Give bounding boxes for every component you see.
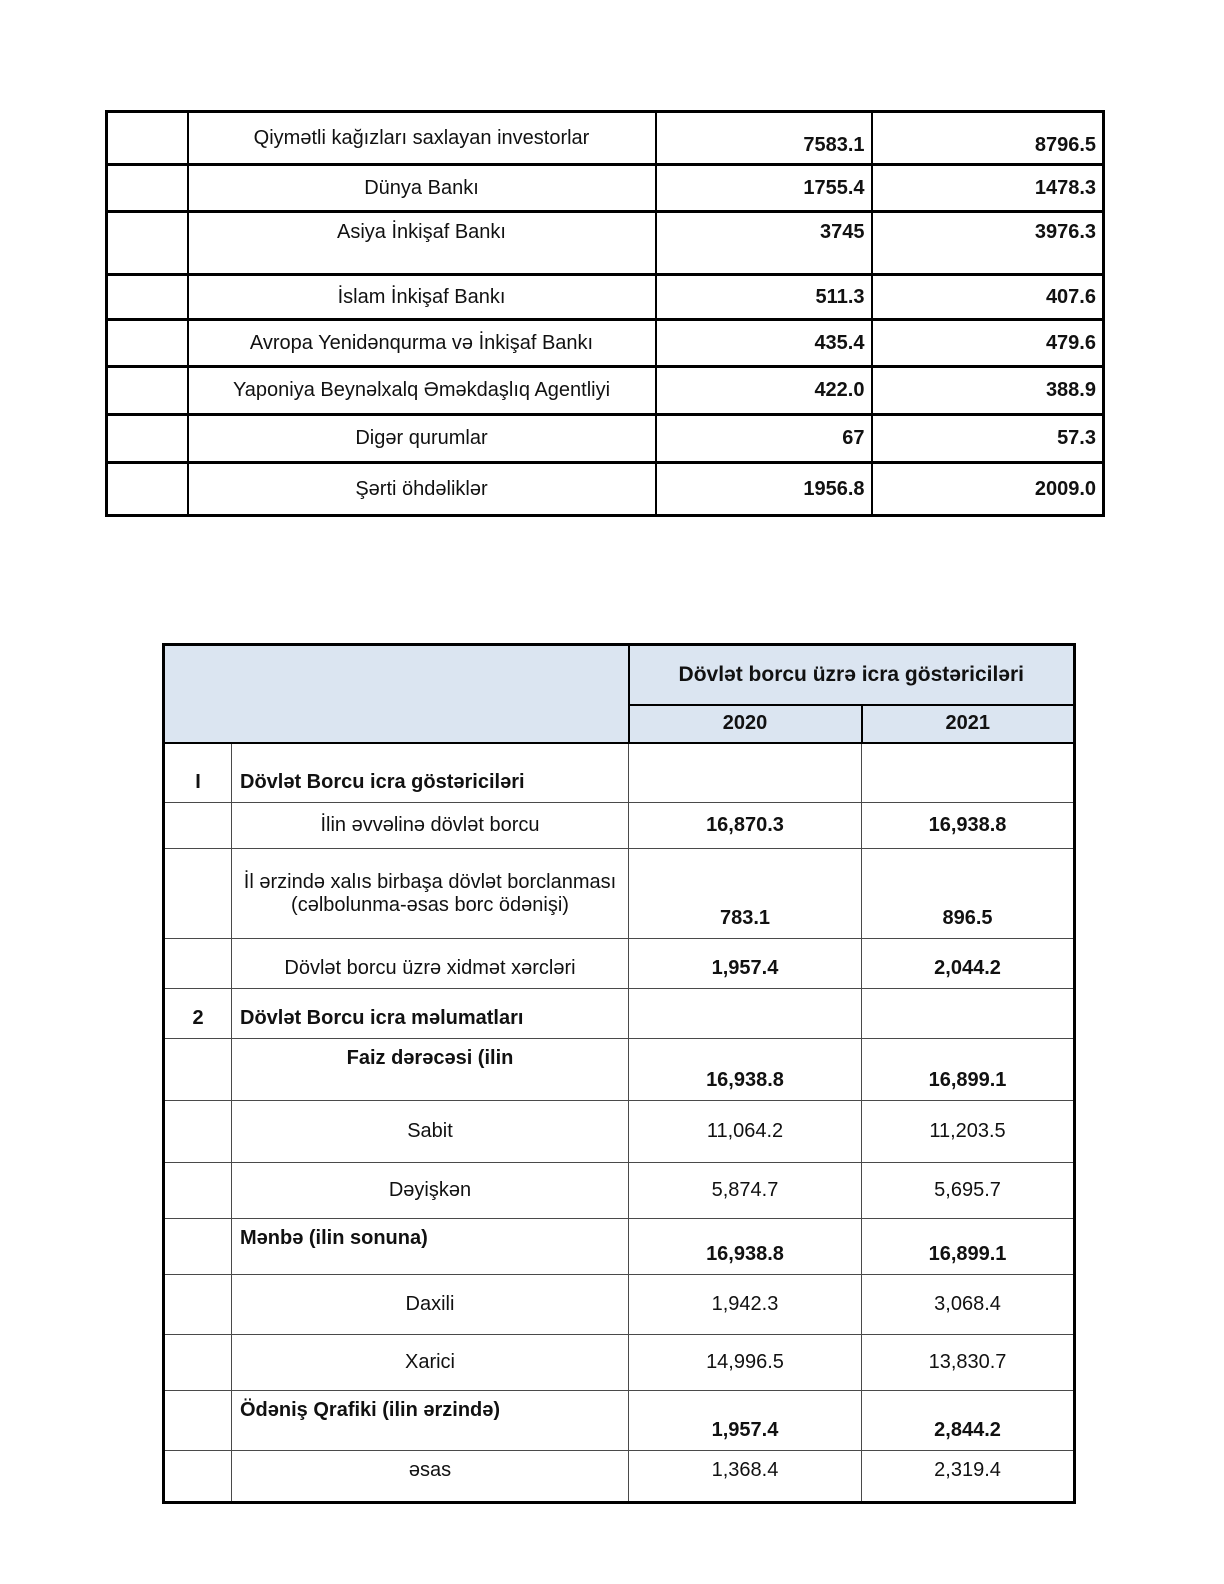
value-2020-cell: 422.0 — [656, 367, 872, 415]
value-2020-cell: 7583.1 — [656, 112, 872, 165]
value-2020-cell: 1,957.4 — [629, 939, 862, 989]
row-label-cell: əsas — [232, 1451, 629, 1503]
table-header-row — [164, 645, 1075, 705]
value-2020-cell — [629, 743, 862, 803]
row-num-cell — [164, 849, 232, 939]
row-num-cell — [107, 367, 188, 415]
column-header-2020: 2020 — [629, 705, 862, 743]
row-num-cell — [164, 939, 232, 989]
row-label-cell: Faiz dərəcəsi (ilin — [232, 1039, 629, 1101]
value-2021-cell: 11,203.5 — [862, 1101, 1075, 1163]
row-num-cell — [107, 415, 188, 463]
row-num-cell — [164, 1451, 232, 1503]
table-row — [107, 165, 1104, 212]
value-2021-cell: 57.3 — [872, 415, 1104, 463]
value-2021-cell — [862, 989, 1075, 1039]
table-row — [164, 1335, 1075, 1391]
value-2021-cell: 2,044.2 — [862, 939, 1075, 989]
value-2020-cell: 1,957.4 — [629, 1391, 862, 1451]
value-2021-cell: 16,899.1 — [862, 1219, 1075, 1275]
table-row — [107, 463, 1104, 516]
row-num-cell — [107, 275, 188, 320]
table-row — [164, 1039, 1075, 1101]
column-header-2021: 2021 — [862, 705, 1075, 743]
row-label-cell: Dəyişkən — [232, 1163, 629, 1219]
value-2020-cell: 3745 — [656, 212, 872, 275]
table-row — [164, 1451, 1075, 1503]
row-num-cell — [107, 463, 188, 516]
creditors-table — [105, 110, 1105, 517]
value-2020-cell: 16,870.3 — [629, 803, 862, 849]
row-num-cell — [164, 1335, 232, 1391]
value-2021-cell: 16,899.1 — [862, 1039, 1075, 1101]
table-row — [164, 989, 1075, 1039]
row-num-cell — [164, 1391, 232, 1451]
row-label-cell: Dövlət Borcu icra məlumatları — [232, 989, 629, 1039]
table-title: Dövlət borcu üzrə icra göstəriciləri — [629, 645, 1075, 705]
row-label-cell: Yaponiya Beynəlxalq Əməkdaşlıq Agentliyi — [188, 367, 656, 415]
row-label-cell: Dünya Bankı — [188, 165, 656, 212]
row-label-cell: İl ərzində xalıs birbaşa dövlət borclanması (cəlbolunma-əsas borc ödənişi) — [232, 849, 629, 939]
table-row — [164, 743, 1075, 803]
value-2021-cell: 3976.3 — [872, 212, 1104, 275]
value-2020-cell: 14,996.5 — [629, 1335, 862, 1391]
table-row — [164, 849, 1075, 939]
row-num-cell: I — [164, 743, 232, 803]
debt-execution-table — [162, 643, 1076, 1504]
value-2021-cell: 896.5 — [862, 849, 1075, 939]
table-row — [164, 1219, 1075, 1275]
value-2021-cell: 2,319.4 — [862, 1451, 1075, 1503]
value-2021-cell — [862, 743, 1075, 803]
value-2021-cell: 16,938.8 — [862, 803, 1075, 849]
row-num-cell — [164, 1163, 232, 1219]
row-num-cell — [107, 320, 188, 367]
table-row — [164, 1101, 1075, 1163]
value-2020-cell: 11,064.2 — [629, 1101, 862, 1163]
row-label-cell: Dövlət borcu üzrə xidmət xərcləri — [232, 939, 629, 989]
value-2021-cell: 1478.3 — [872, 165, 1104, 212]
table-row — [107, 415, 1104, 463]
row-label-cell: Daxili — [232, 1275, 629, 1335]
creditors-table-grid — [105, 110, 1105, 517]
value-2021-cell: 388.9 — [872, 367, 1104, 415]
row-label-cell: İlin əvvəlinə dövlət borcu — [232, 803, 629, 849]
row-label-cell: Dövlət Borcu icra göstəriciləri — [232, 743, 629, 803]
table-row — [164, 803, 1075, 849]
table-row — [107, 367, 1104, 415]
row-label-cell: Asiya İnkişaf Bankı — [188, 212, 656, 275]
table-row — [164, 1275, 1075, 1335]
table-row — [164, 1163, 1075, 1219]
value-2020-cell: 1755.4 — [656, 165, 872, 212]
row-num-cell — [164, 1039, 232, 1101]
row-label-cell: Sabit — [232, 1101, 629, 1163]
value-2020-cell: 1,368.4 — [629, 1451, 862, 1503]
row-label-cell: Ödəniş Qrafiki (ilin ərzində) — [232, 1391, 629, 1451]
value-2020-cell: 435.4 — [656, 320, 872, 367]
value-2021-cell: 479.6 — [872, 320, 1104, 367]
value-2021-cell: 2009.0 — [872, 463, 1104, 516]
row-label-cell: Mənbə (ilin sonuna) — [232, 1219, 629, 1275]
row-num-cell: 2 — [164, 989, 232, 1039]
table-row — [107, 320, 1104, 367]
table-row — [107, 275, 1104, 320]
header-corner-cell — [164, 645, 629, 743]
value-2020-cell: 16,938.8 — [629, 1039, 862, 1101]
row-label-cell: Şərti öhdəliklər — [188, 463, 656, 516]
row-label-cell: İslam İnkişaf Bankı — [188, 275, 656, 320]
value-2020-cell: 1956.8 — [656, 463, 872, 516]
value-2020-cell: 511.3 — [656, 275, 872, 320]
value-2021-cell: 5,695.7 — [862, 1163, 1075, 1219]
value-2021-cell: 3,068.4 — [862, 1275, 1075, 1335]
value-2021-cell: 13,830.7 — [862, 1335, 1075, 1391]
value-2020-cell: 1,942.3 — [629, 1275, 862, 1335]
table-row — [164, 1391, 1075, 1451]
row-label-cell: Xarici — [232, 1335, 629, 1391]
row-num-cell — [164, 1219, 232, 1275]
value-2020-cell: 5,874.7 — [629, 1163, 862, 1219]
table-row — [107, 112, 1104, 165]
value-2020-cell: 783.1 — [629, 849, 862, 939]
row-label-cell: Digər qurumlar — [188, 415, 656, 463]
value-2021-cell: 407.6 — [872, 275, 1104, 320]
value-2021-cell: 8796.5 — [872, 112, 1104, 165]
value-2020-cell — [629, 989, 862, 1039]
row-label-cell: Avropa Yenidənqurma və İnkişaf Bankı — [188, 320, 656, 367]
row-num-cell — [107, 165, 188, 212]
table-row — [107, 212, 1104, 275]
row-label-cell: Qiymətli kağızları saxlayan investorlar — [188, 112, 656, 165]
table-row — [164, 939, 1075, 989]
value-2020-cell: 67 — [656, 415, 872, 463]
row-num-cell — [107, 212, 188, 275]
row-num-cell — [164, 1275, 232, 1335]
row-num-cell — [164, 1101, 232, 1163]
row-num-cell — [164, 803, 232, 849]
row-num-cell — [107, 112, 188, 165]
value-2021-cell: 2,844.2 — [862, 1391, 1075, 1451]
debt-execution-table-grid — [162, 643, 1076, 1504]
value-2020-cell: 16,938.8 — [629, 1219, 862, 1275]
